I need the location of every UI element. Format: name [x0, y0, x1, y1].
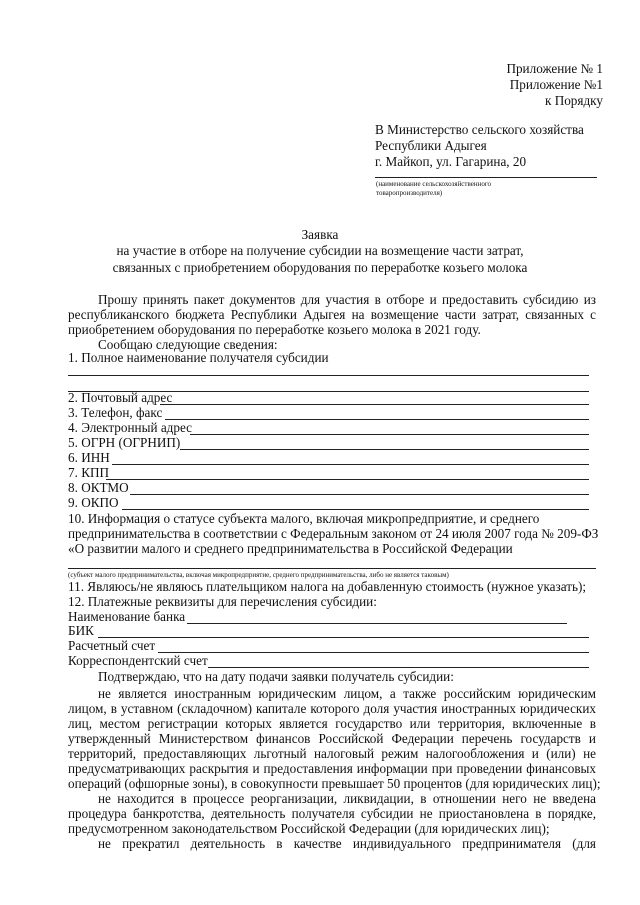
document-title: Заявка: [301, 227, 339, 242]
field-account-line[interactable]: [158, 652, 589, 653]
field-corr-account-label: Корреспондентский счет: [68, 653, 208, 668]
confirm-b-line-3: предусмотренном законодательством Российской Федерации (для юридических лиц);: [68, 821, 550, 836]
appendix-line-3: к Порядку: [544, 93, 603, 108]
field-okpo-line[interactable]: [122, 509, 589, 510]
field-full-name-line-1[interactable]: [68, 375, 589, 376]
addressee-line-3: г. Майкоп, ул. Гагарина, 20: [375, 154, 527, 169]
field-corr-account-line[interactable]: [208, 667, 589, 668]
field-postal-address-label: 2. Почтовый адрес: [68, 390, 173, 405]
field-sme-status-line[interactable]: [68, 568, 596, 569]
field-okpo-label: 9. ОКПО: [68, 495, 119, 510]
field-sme-status-label-2: предпринимательства в соответствии с Федеральным законом от 24 июля 2007 года № 209-ФЗ: [68, 526, 599, 541]
confirm-a-line-5: территорий, предоставляющих льготный налоговый режим налогообложения и (или) не: [68, 746, 596, 761]
field-full-name-label: 1. Полное наименование получателя субсидии: [68, 350, 329, 365]
addressee-caption-2: товаропроизводителя): [376, 189, 443, 197]
field-oktmo-label: 8. ОКТМО: [68, 480, 129, 495]
field-oktmo-line[interactable]: [130, 494, 589, 495]
document-subtitle-1: на участие в отборе на получение субсидии на возмещение части затрат,: [116, 243, 524, 258]
field-sme-status-caption: (субъект малого предпринимательства, включая микропредприятие, среднего предпринимательства, либо не является таковым): [68, 571, 449, 579]
field-payment-details-label: 12. Платежные реквизиты для перечисления субсидии:: [68, 594, 377, 609]
field-postal-address-line[interactable]: [160, 404, 589, 405]
intro-line-1: Прошу принять пакет документов для участия в отборе и предоставить субсидию из: [98, 292, 596, 307]
field-ogrn-label: 5. ОГРН (ОГРНИП): [68, 435, 181, 450]
field-inn-line[interactable]: [112, 464, 589, 465]
field-bank-name-label: Наименование банка: [68, 609, 186, 624]
field-sme-status-label-1: 10. Информация о статусе субъекта малого, включая микропредприятие, и среднего: [68, 511, 540, 526]
confirm-a-line-1: не является иностранным юридическим лицом, а также российским юридическим: [98, 686, 596, 701]
addressee-caption-1: (наименование сельскохозяйственного: [376, 180, 492, 188]
field-ogrn-line[interactable]: [180, 449, 589, 450]
addressee-line-2: Республики Адыгея: [375, 138, 487, 153]
field-kpp-line[interactable]: [106, 479, 589, 480]
confirm-a-line-3: лиц, местом регистрации которых является государство или территория, включенные в: [68, 716, 596, 731]
field-account-label: Расчетный счет: [68, 638, 156, 653]
appendix-line-2: Приложение №1: [509, 77, 603, 92]
field-email-label: 4. Электронный адрес: [68, 420, 193, 435]
intro-line-2: республиканского бюджета Республики Адыгея на возмещение части затрат, связанных с: [68, 307, 596, 322]
field-sme-status-label-3: «О развитии малого и среднего предпринимательства в Российской Федерации: [68, 541, 513, 556]
field-vat-label: 11. Являюсь/не являюсь плательщиком налога на добавленную стоимость (нужное указать);: [68, 579, 587, 594]
intro-line-3: приобретением оборудования по переработке козьего молока в 2021 году.: [68, 322, 481, 337]
confirm-intro: Подтверждаю, что на дату подачи заявки получатель субсидии:: [98, 669, 454, 684]
confirm-c-line-1: не прекратил деятельность в качестве индивидуального предпринимателя (для: [98, 836, 596, 851]
addressee-underline: [375, 177, 597, 178]
field-phone-line[interactable]: [165, 419, 589, 420]
field-bank-name-line[interactable]: [187, 623, 567, 624]
confirm-a-line-7: операций (офшорные зоны), в совокупности превышает 50 процентов (для юридических лиц);: [68, 776, 601, 791]
addressee-line-1: В Министерство сельского хозяйства: [375, 122, 584, 137]
field-inn-label: 6. ИНН: [68, 450, 110, 465]
appendix-line-1: Приложение № 1: [506, 61, 603, 76]
field-bik-label: БИК: [68, 623, 94, 638]
document-subtitle-2: связанных с приобретением оборудования по переработке козьего молока: [112, 260, 528, 275]
confirm-b-line-1: не находится в процессе реорганизации, ликвидации, в отношении него не введена: [98, 791, 596, 806]
field-bik-line[interactable]: [98, 637, 589, 638]
confirm-a-line-4: утвержденный Министерством финансов Российской Федерации перечень государств и: [68, 731, 596, 746]
field-kpp-label: 7. КПП: [68, 465, 110, 480]
confirm-b-line-2: процедура банкротства, деятельность получателя субсидии не приостановлена в порядке,: [68, 806, 596, 821]
confirm-a-line-6: предусматривающих раскрытия и предоставления информации при проведении финансовых: [68, 761, 596, 776]
intro-line-4: Сообщаю следующие сведения:: [98, 337, 278, 352]
field-email-line[interactable]: [190, 434, 589, 435]
field-phone-label: 3. Телефон, факс: [68, 405, 163, 420]
confirm-a-line-2: лицом, в уставном (складочном) капитале которого доля участия иностранных юридических: [68, 701, 596, 716]
